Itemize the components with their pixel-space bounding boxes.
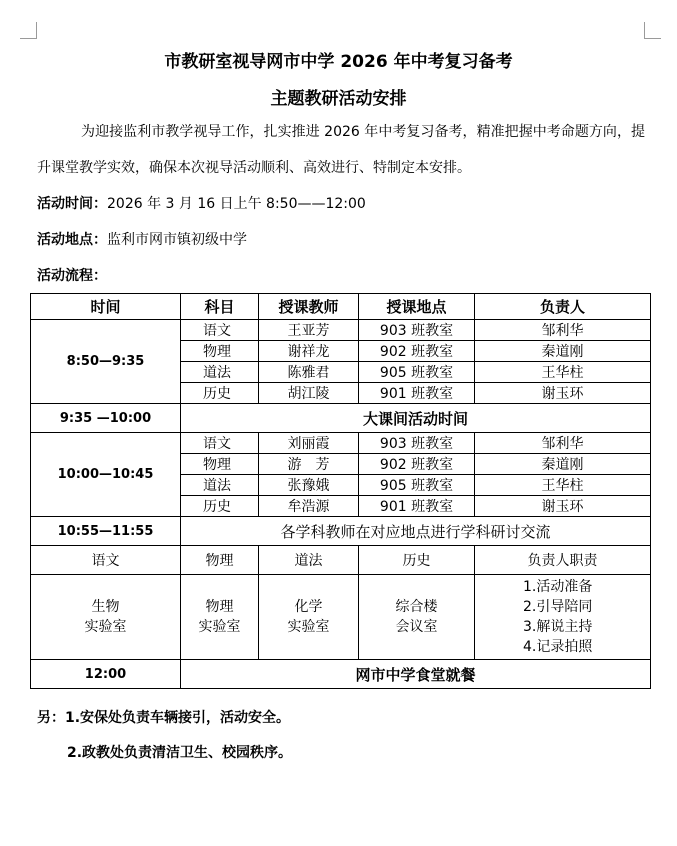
block1-time: 8:50—9:35	[31, 320, 181, 404]
location-cell	[181, 575, 259, 660]
cell-lead: 邹利华	[475, 320, 651, 341]
duty-item: 2.引导陪同	[523, 599, 593, 615]
cell-teacher: 张豫娥	[259, 475, 359, 496]
cell-subject: 历史	[181, 496, 259, 517]
activity-flow-label: 活动流程：	[37, 268, 107, 284]
header-subject: 科目	[181, 294, 259, 320]
schedule-table	[30, 293, 651, 689]
activity-flow	[37, 265, 107, 285]
cell-room: 901 班教室	[359, 383, 475, 404]
cell-teacher: 王亚芳	[259, 320, 359, 341]
location-cell	[259, 575, 359, 660]
cell-subject: 物理	[181, 454, 259, 475]
cell-subject: 物理	[181, 341, 259, 362]
table-row	[31, 433, 651, 454]
location-line: 生物	[91, 599, 120, 615]
activity-time-value: 2026 年 3 月 16 日上午 8:50——12:00	[107, 196, 366, 212]
break-time: 9:35 —10:00	[31, 404, 181, 433]
cell-subject: 道法	[181, 475, 259, 496]
seminar-text: 各学科教师在对应地点进行学科研讨交流	[181, 517, 651, 546]
group-header: 负责人职责	[475, 546, 651, 575]
cell-teacher: 牟浩源	[259, 496, 359, 517]
lunch-time: 12:00	[31, 660, 181, 689]
block2-time: 10:00—10:45	[31, 433, 181, 517]
cell-subject: 语文	[181, 433, 259, 454]
note-line-2: 2.政教处负责清洁卫生、校园秩序。	[67, 745, 293, 761]
header-teacher: 授课教师	[259, 294, 359, 320]
cell-lead: 王华柱	[475, 475, 651, 496]
activity-place-value: 监利市网市镇初级中学	[107, 232, 247, 248]
cell-lead: 谢玉环	[475, 496, 651, 517]
group-header: 历史	[359, 546, 475, 575]
cell-teacher: 游 芳	[259, 454, 359, 475]
location-line: 实验室	[198, 619, 241, 635]
duty-item: 3.解说主持	[523, 619, 593, 635]
cell-teacher: 胡江陵	[259, 383, 359, 404]
intro-paragraph	[37, 114, 645, 186]
duty-item: 1.活动准备	[523, 579, 593, 595]
activity-time	[37, 193, 366, 213]
duty-item: 4.记录拍照	[523, 639, 593, 655]
cell-lead: 秦道刚	[475, 454, 651, 475]
location-row	[31, 575, 651, 660]
crop-mark-top-right	[644, 22, 661, 39]
cell-room: 903 班教室	[359, 433, 475, 454]
activity-place	[37, 229, 247, 249]
table-row	[31, 320, 651, 341]
location-line: 综合楼	[395, 599, 438, 615]
document-title: 市教研室视导网市中学 2026 年中考复习备考	[164, 52, 513, 72]
break-row	[31, 404, 651, 433]
group-header-row	[31, 546, 651, 575]
location-line: 会议室	[395, 619, 438, 635]
cell-subject: 道法	[181, 362, 259, 383]
header-lead: 负责人	[475, 294, 651, 320]
group-header: 语文	[31, 546, 181, 575]
cell-room: 905 班教室	[359, 362, 475, 383]
cell-subject: 历史	[181, 383, 259, 404]
seminar-time: 10:55—11:55	[31, 517, 181, 546]
lunch-row	[31, 660, 651, 689]
cell-lead: 王华柱	[475, 362, 651, 383]
location-line: 实验室	[84, 619, 127, 635]
cell-teacher: 谢祥龙	[259, 341, 359, 362]
cell-room: 903 班教室	[359, 320, 475, 341]
cell-room: 902 班教室	[359, 454, 475, 475]
activity-place-label: 活动地点：	[37, 232, 107, 248]
location-line: 物理	[205, 599, 234, 615]
cell-room: 905 班教室	[359, 475, 475, 496]
cell-subject: 语文	[181, 320, 259, 341]
lunch-text: 网市中学食堂就餐	[181, 660, 651, 689]
cell-room: 902 班教室	[359, 341, 475, 362]
location-cell	[31, 575, 181, 660]
intro-text: 为迎接监利市教学视导工作，扎实推进 2026 年中考复习备考，精准把握中考命题方向，提升课堂教学实效，确保本次视导活动顺利、高效进行、特制定本安排。	[37, 124, 645, 176]
duties-cell	[475, 575, 651, 660]
cell-room: 901 班教室	[359, 496, 475, 517]
location-line: 实验室	[287, 619, 330, 635]
cell-teacher: 刘丽霞	[259, 433, 359, 454]
group-header: 物理	[181, 546, 259, 575]
cell-lead: 邹利华	[475, 433, 651, 454]
header-room: 授课地点	[359, 294, 475, 320]
activity-time-label: 活动时间：	[37, 196, 107, 212]
table-header-row	[31, 294, 651, 320]
group-header: 道法	[259, 546, 359, 575]
cell-teacher: 陈雅君	[259, 362, 359, 383]
cell-lead: 秦道刚	[475, 341, 651, 362]
note-line-1: 另：1.安保处负责车辆接引，活动安全。	[37, 710, 291, 726]
location-line: 化学	[294, 599, 323, 615]
location-cell	[359, 575, 475, 660]
seminar-row	[31, 517, 651, 546]
break-text: 大课间活动时间	[181, 404, 651, 433]
header-time: 时间	[31, 294, 181, 320]
crop-mark-top-left	[20, 22, 37, 39]
document-subtitle: 主题教研活动安排	[270, 89, 407, 109]
cell-lead: 谢玉环	[475, 383, 651, 404]
